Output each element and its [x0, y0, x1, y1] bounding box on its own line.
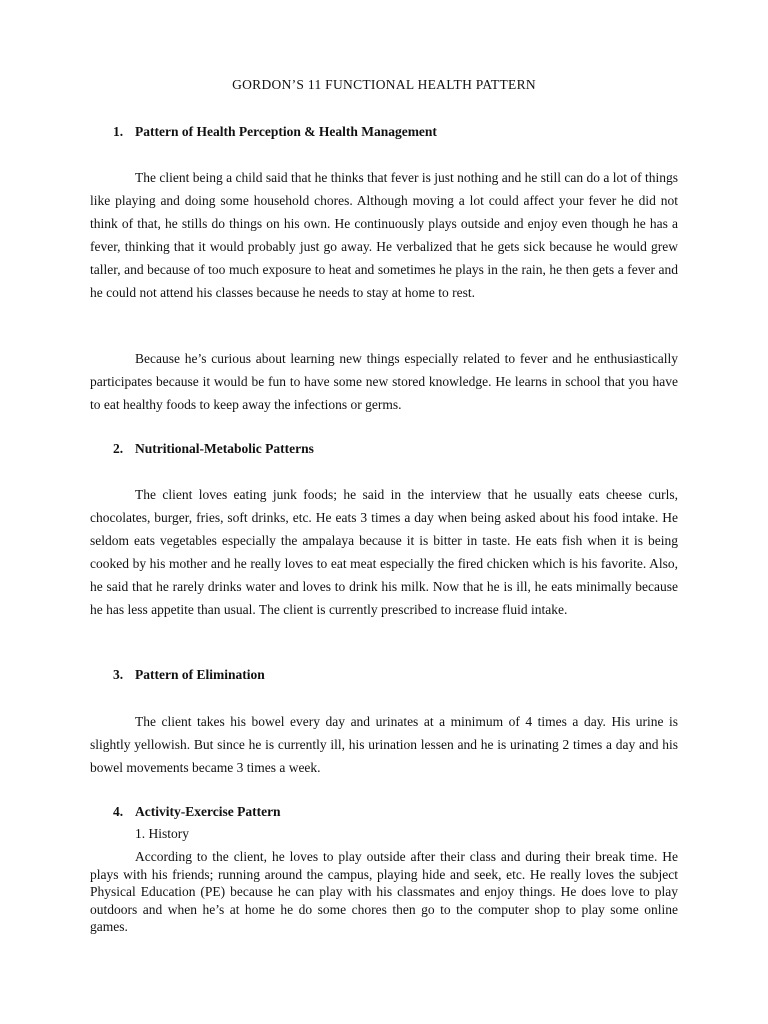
section-title: Pattern of Health Perception & Health Management [135, 124, 437, 139]
document-title: GORDON’S 11 FUNCTIONAL HEALTH PATTERN [232, 77, 536, 92]
section-number: 3. [113, 667, 124, 682]
paragraph-elimination: The client takes his bowel every day and urinates at a minimum of 4 times a day. His urine is slightly yellowish. But since he is currently ill, his urination lessen and he is urinating 2 times a day and his bowel movements became 3 times a week. [90, 714, 678, 775]
section-number: 2. [113, 441, 124, 456]
section-title: Nutritional-Metabolic Patterns [135, 441, 314, 456]
paragraph-health-perception-2: Because he’s curious about learning new things especially related to fever and he enthusiastically participates because it would be fun to have some new stored knowledge. He learns in school that you have to eat healthy foods to keep away the infections or germs. [90, 351, 678, 412]
paragraph-health-perception-1: The client being a child said that he thinks that fever is just nothing and he still can do a lot of things like playing and doing some household chores. Although moving a lot could affect your fever he did not think of that, he stills do things on his own. He continuously plays outside and enjoy even though he has a fever, thinking that it would probably just go away. He verbalized that he gets sick because he would grew taller, and because of too much exposure to heat and sometimes he plays in the rain, he then gets a fever and he could not attend his classes because he needs to stay at home to rest. [90, 170, 678, 300]
section-heading-1 [113, 124, 437, 140]
section-number: 4. [113, 804, 124, 819]
subheading-history: 1. History [135, 826, 189, 841]
section-heading-2 [113, 441, 314, 457]
paragraph-nutrition: The client loves eating junk foods; he said in the interview that he usually eats cheese curls, chocolates, burger, fries, soft drinks, etc. He eats 3 times a day when being asked about his food intake. He seldom eats vegetables especially the ampalaya because it is bitter in taste. He eats fish when it is being cooked by his mother and he really loves to eat meat especially the fired chicken which is his favorite. Also, he said that he rarely drinks water and loves to drink his milk. Now that he is ill, he eats minimally because he has less appetite than usual. The client is currently prescribed to increase fluid intake. [90, 487, 678, 617]
section-number: 1. [113, 124, 124, 139]
section-title: Pattern of Elimination [135, 667, 265, 682]
section-heading-4 [113, 804, 281, 820]
section-title: Activity-Exercise Pattern [135, 804, 281, 819]
section-heading-3 [113, 667, 265, 683]
paragraph-activity-history: According to the client, he loves to play outside after their class and during their break time. He plays with his friends; running around the campus, playing hide and seek, etc. He really loves the subject Physical Education (PE) because he can play with his classmates and enjoy things. He does love to play outdoors and when he’s at home he do some chores then go to the computer shop to play some online games. [90, 849, 678, 934]
